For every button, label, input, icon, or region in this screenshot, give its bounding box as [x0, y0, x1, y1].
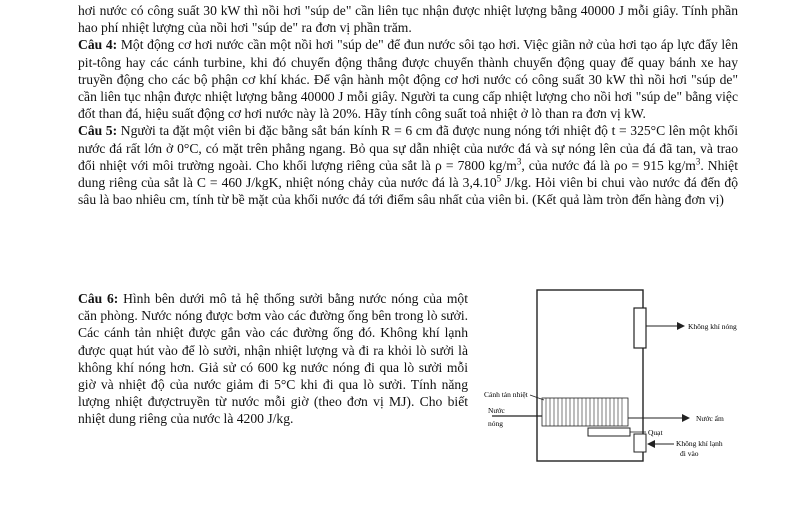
- question-6-text: Hình bên dưới mô tả hệ thống sưởi bằng nước nóng của một căn phòng. Nước nóng được bơm vào các đường ống bên trong lò sưởi. Các cánh tản nhiệt được gắn vào các đường ống đó. Không khí lạnh được quạt hút vào để lò sưởi, nhận nhiệt lượng và đi ra khỏi lò sưởi là không khí nóng hơn. Giả sử có 600 kg nước nóng đi qua lò sưởi mỗi giờ và nhiệt độ của nước giảm đi 5°C khi đi qua lò sưởi. Tính năng lượng nhiệt đượctruyền từ nước mỗi giờ (theo đơn vị MJ). Cho biết nhiệt dung riêng của nước là 4200 J/kg.: [78, 291, 468, 427]
- question-4-text: Một động cơ hơi nước cần một nồi hơi "súp de" để đun nước sôi tạo hơi. Việc giãn nở của hơi tạo áp lực đẩy lên pit-tông hay các cánh turbine, khi đó chuyển động thẳng được chuyển thành chuyển động quay để quay bánh xe hay truyền động cho các bộ phận cơ khí khác. Để vận hành một động cơ hơi nước có công suất 30 kW thì nồi hơi "súp de" cần liên tục nhận được nhiệt lượng bằng 40000 J mỗi giây. Người ta cung cấp nhiệt lượng cho nồi hơi "súp de" bằng việc đốt than đá, hiệu suất động cơ hơi nước này là 20%. Hãy tính công suất toả nhiệt ở lò than ra đơn vị kW.: [78, 37, 738, 122]
- exponent: 3: [695, 156, 701, 167]
- label-hot-air: Không khí nóng: [688, 322, 737, 331]
- label-fan: Quạt: [648, 428, 663, 437]
- label-hot-water-2: nóng: [488, 419, 503, 428]
- question-5-text-a: Người ta đặt một viên bi đặc bằng sắt bán kính R = 6 cm đã được nung nóng tới nhiệt độ t = 325°C lên một khối nước đá rất lớn ở 0°C, có mặt trên phẳng ngang. Bỏ qua sự dẫn nhiệt của nước đá và sự nóng lên của đá đã tan, và trao đổi nhiệt với môi trường ngoài. Cho khối lượng riêng của sắt là ρ = 7800 kg/m: [78, 123, 738, 173]
- label-warm-water: Nước ấm: [696, 414, 724, 423]
- fins: [542, 398, 628, 426]
- label-cold-air-2: đi vào: [680, 449, 699, 458]
- question-4: [78, 36, 738, 122]
- label-cold-air-1: Không khí lạnh: [676, 439, 723, 448]
- radiator-diagram: [484, 286, 784, 466]
- question-5-text-b: , của nước đá là ρo = 915 kg/m: [521, 157, 696, 173]
- question-6-block: [78, 290, 468, 428]
- intro-paragraph: hơi nước có công suất 30 kW thì nồi hơi "súp de" cần liên tục nhận được nhiệt lượng bằng 40000 J mỗi giây. Tính phần hao phí nhiệt lượng của nồi hơi "súp de" ra đơn vị phần trăm.: [78, 3, 738, 36]
- fan: [588, 428, 630, 436]
- exponent: 5: [496, 173, 502, 184]
- document-body: [78, 2, 738, 208]
- question-5: [78, 122, 738, 208]
- question-5-label: Câu 5:: [78, 123, 118, 139]
- hot-air-outlet: [634, 308, 646, 348]
- label-hot-water-1: Nước: [488, 406, 505, 415]
- question-6: [78, 290, 468, 428]
- cold-air-inlet: [634, 434, 646, 452]
- question-6-label: Câu 6:: [78, 291, 119, 306]
- question-4-label: Câu 4:: [78, 37, 118, 53]
- label-fins: Cánh tản nhiệt: [484, 390, 528, 399]
- radiator-diagram-svg: [484, 286, 784, 466]
- question-5-text-c: . Nhiệt dung riêng của sắt là C = 460 J/kgK, nhiệt nóng chảy của nước đá là 3,4.10: [78, 157, 738, 191]
- question-5-text-d: J/kg. Hỏi viên bi chui vào nước đá đến độ sâu là bao nhiêu cm, tính từ bề mặt của khối nước đá tới điểm sâu nhất của viên bi. (Kết quả làm tròn đến hàng đơn vị): [78, 175, 738, 208]
- exponent: 3: [516, 156, 522, 167]
